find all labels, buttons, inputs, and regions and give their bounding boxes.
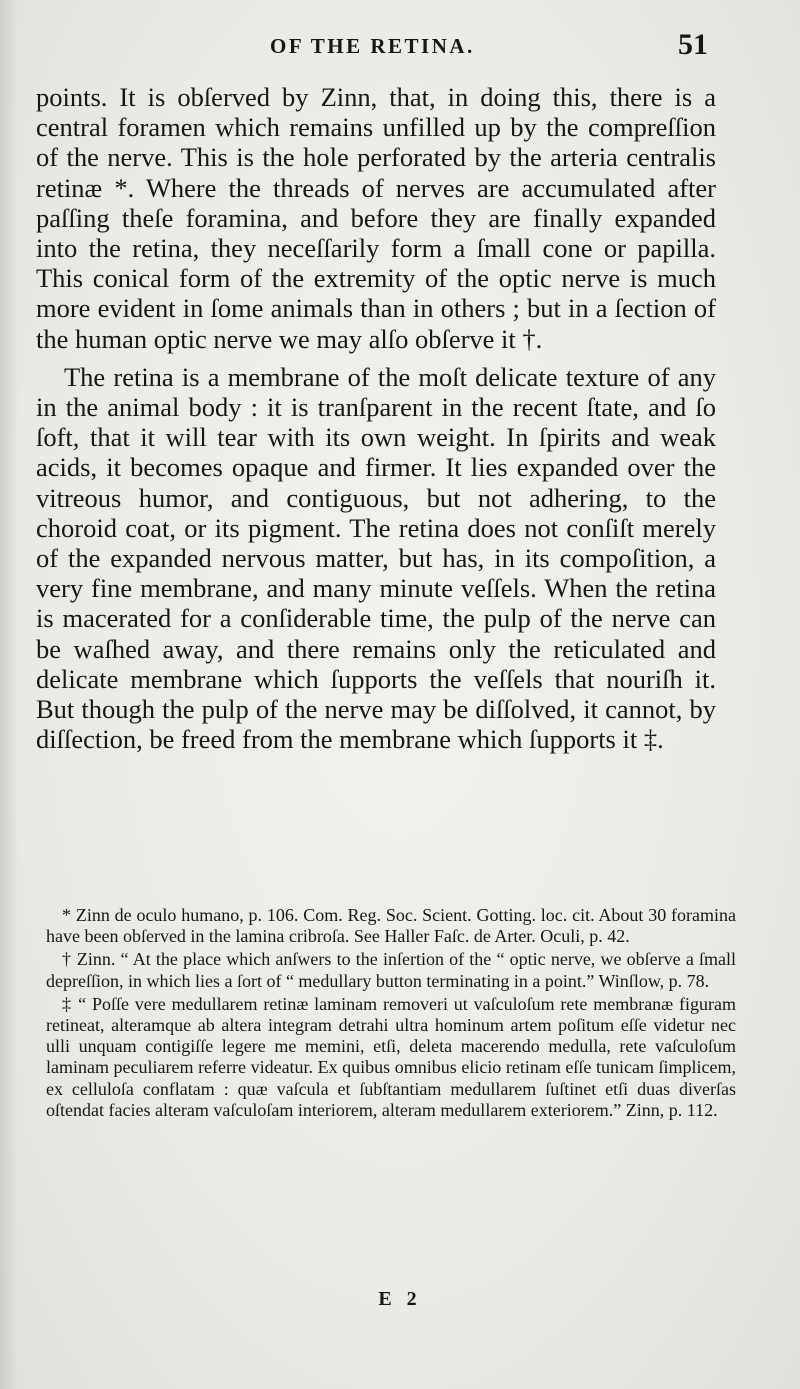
footnote-2: † Zinn. “ At the place which anſwers to the inſertion of the “ optic nerve, we obſerve a ſmall depreſſion, in which lies a ſort of “ medullary button terminating in a point.” Winſlow, p. 78. — [46, 949, 736, 991]
page-number: 51 — [678, 28, 708, 61]
body-paragraph-2: The retina is a membrane of the moſt delicate texture of any in the animal body : it is tranſparent in the recent ſtate, and ſo ſoft, that it will tear with its own weight. In ſpirits and weak acids, it becomes opaque and firmer. It lies expanded over the vitreous humor, and contiguous, but not adhering, to the choroid coat, or its pigment. The retina does not conſiſt merely of the expanded nervous matter, but has, in its compoſition, a very fine membrane, and many minute veſſels. When the retina is macerated for a conſiderable time, the pulp of the nerve can be waſhed away, and there remains only the reticulated and delicate membrane which ſupports the veſſels that nouriſh it. But though the pulp of the nerve may be diſſolved, it cannot, by diſſection, be freed from the membrane which ſupports it ‡. — [36, 361, 716, 755]
signature-mark: E 2 — [378, 1288, 422, 1310]
page-header — [0, 28, 800, 74]
binding-gutter-shadow — [0, 0, 18, 1389]
body-paragraph-1: points. It is obſerved by Zinn, that, in doing this, there is a central foramen which remains unfilled up by the compreſſion of the nerve. This is the hole perforated by the arteria centralis retinæ *. Where the threads of nerves are accumulated after paſſing theſe foramina, and before they are finally expanded into the retina, they neceſſarily form a ſmall cone or papilla. This conical form of the extremity of the optic nerve is much more evident in ſome animals than in others ; but in a ſection of the human optic nerve we may alſo obſerve it †. — [36, 82, 716, 354]
running-head: OF THE RETINA. — [270, 34, 475, 58]
footnotes — [46, 905, 736, 1123]
main-text — [36, 82, 716, 754]
footnote-3: ‡ “ Poſſe vere medullarem retinæ laminam removeri ut vaſculoſum rete membranæ figuram retineat, alteramque ab altera integram detrahi ultra hominum artem poſitum eſſe videtur nec ulli unquam contigiſſe legere me memini, etſi, deleta macerendo medulla, rete vaſculoſum laminam peculiarem referre videatur. Ex quibus omnibus elicio retinam eſſe tunicam ſimplicem, ex celluloſa conflatam : quæ vaſcula et ſubſtantiam medullarem ſuſtinet etſi duas diverſas oſtendat facies alteram vaſculoſam interiorem, alteram medullarem exteriorem.” Zinn, p. 112. — [46, 993, 736, 1120]
footnote-1: * Zinn de oculo humano, p. 106. Com. Reg. Soc. Scient. Gotting. loc. cit. About 30 foramina have been obſerved in the lamina cribroſa. See Haller Faſc. de Arter. Oculi, p. 42. — [46, 905, 736, 947]
